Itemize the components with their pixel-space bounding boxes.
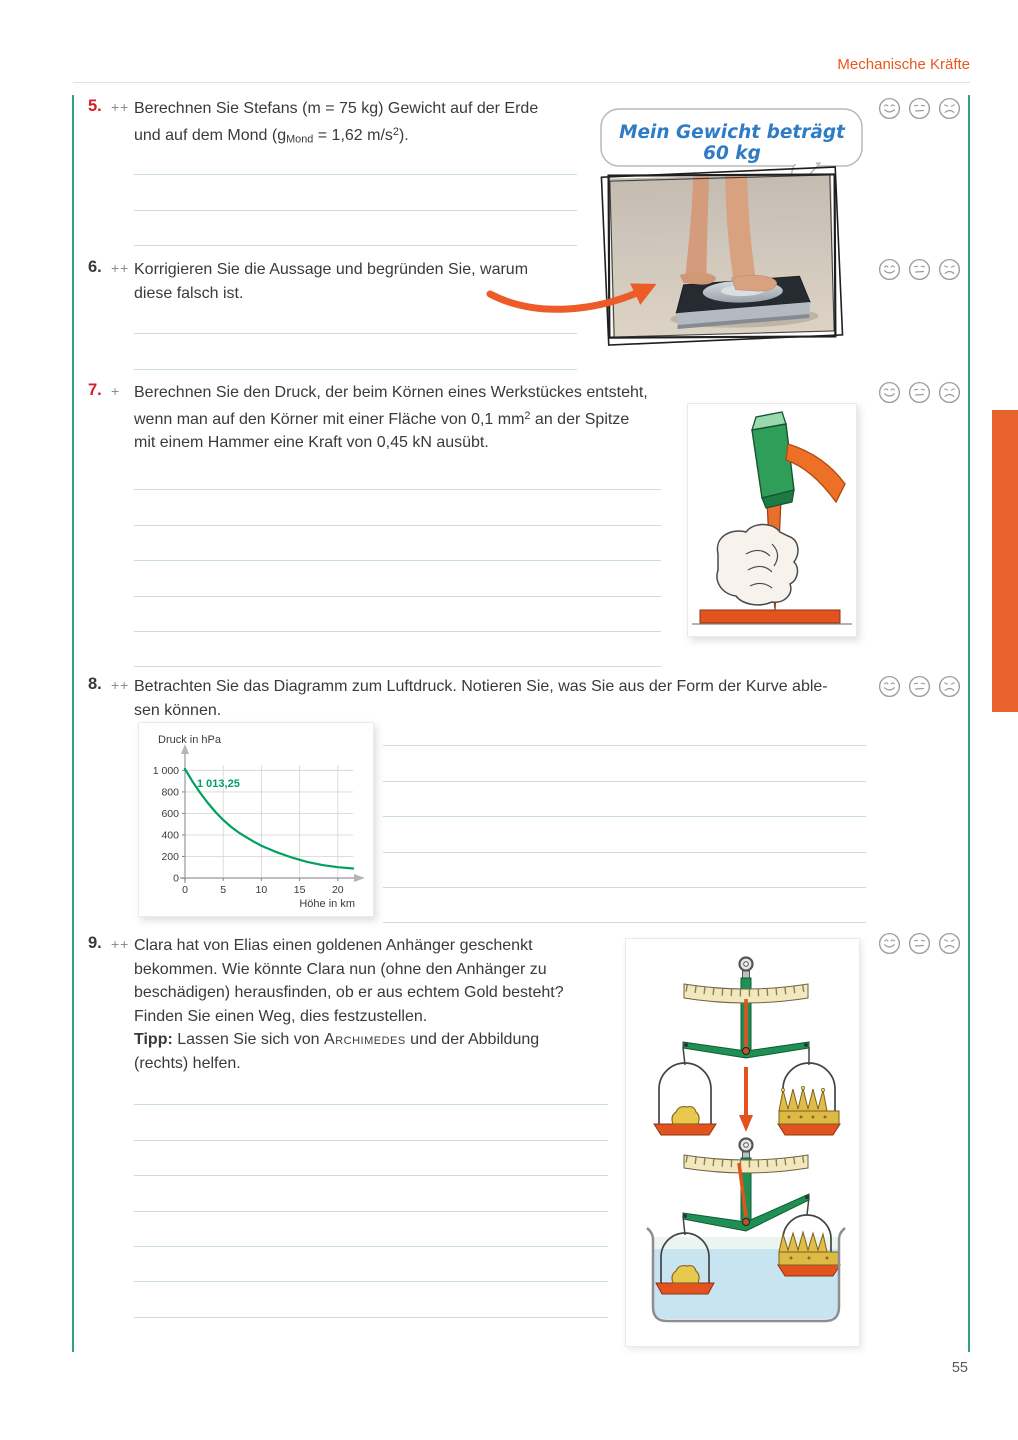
hammer-illustration (687, 403, 857, 637)
exercise-number: 6. (88, 258, 102, 276)
exercise-text: Betrachten Sie das Diagramm zum Luftdruck. Notieren Sie, was Sie aus der Form der Kurve able- sen können. (134, 678, 828, 719)
happy-face-icon (878, 675, 901, 698)
svg-text:0: 0 (182, 884, 188, 896)
answer-line (383, 888, 866, 923)
svg-text:0: 0 (173, 872, 179, 885)
rating-icons (878, 258, 961, 281)
exercise-number: 7. (88, 381, 102, 399)
answer-lines (134, 299, 577, 370)
answer-lines (134, 140, 577, 246)
svg-text:Druck in hPa: Druck in hPa (158, 734, 221, 746)
answer-line (383, 817, 866, 852)
answer-line (134, 1105, 608, 1140)
answer-line (134, 1070, 608, 1105)
happy-face-icon (878, 932, 901, 955)
answer-line (134, 455, 661, 490)
rating-icons (878, 381, 961, 404)
difficulty-marker: ++ (111, 99, 130, 115)
svg-text:15: 15 (293, 884, 306, 896)
happy-face-icon (878, 258, 901, 281)
balance-illustration (625, 938, 860, 1347)
exercise-text: Berechnen Sie Stefans (m = 75 kg) Gewicht auf der Erde und auf dem Mond ($g_{Mond} = 1,62$ $m/s^2$). (134, 100, 539, 146)
answer-lines (134, 1070, 608, 1318)
balance-in-water (647, 1139, 845, 1322)
exercise-text: Korrigieren Sie die Aussage und begründen Sie, warum diese falsch ist. (134, 261, 529, 302)
answer-line (383, 711, 866, 746)
difficulty-marker: ++ (111, 936, 130, 952)
answer-line (134, 211, 577, 246)
header-rule (73, 82, 970, 83)
sad-face-icon (938, 381, 961, 404)
answer-line (134, 1247, 608, 1282)
answer-line (134, 632, 661, 667)
svg-text:400: 400 (161, 829, 179, 842)
rating-icons (878, 97, 961, 120)
exercise-number: 8. (88, 675, 102, 693)
sad-face-icon (938, 675, 961, 698)
hammer-handle (786, 444, 845, 502)
answer-lines (134, 455, 661, 667)
answer-line (134, 597, 661, 632)
pressure-chart-svg (139, 723, 373, 916)
happy-face-icon (878, 97, 901, 120)
difficulty-marker: + (111, 383, 121, 399)
answer-line (134, 490, 661, 525)
speech-bubble-text: Mein Gewicht beträgt 60 kg (619, 122, 845, 164)
svg-text:800: 800 (161, 786, 179, 799)
sad-face-icon (938, 258, 961, 281)
difficulty-marker: ++ (111, 260, 130, 276)
crown (779, 1088, 827, 1111)
svg-text:Höhe in km: Höhe in km (299, 898, 355, 910)
svg-text:1 000: 1 000 (152, 764, 179, 777)
left-pan (654, 1124, 716, 1135)
chapter-header: Mechanische Kräfte (837, 56, 970, 73)
svg-text:20: 20 (331, 884, 344, 896)
answer-line (134, 1176, 608, 1211)
workpiece (700, 610, 840, 623)
exercise-text: Clara hat von Elias einen goldenen Anhänger geschenkt bekommen. Wie könnte Clara nun (ohne den Anhänger zu beschädigen) herausfinden, ob er aus echtem Gold besteht? Finden Sie einen Weg, dies festzustellen. Tipp: Lassen Sie sich von Archimedes und der Abbildung (rechts) helfen. (134, 937, 564, 1072)
difficulty-marker: ++ (111, 677, 130, 693)
neutral-face-icon (908, 258, 931, 281)
answer-line (134, 1141, 608, 1176)
answer-line (383, 746, 866, 781)
left-margin-rule (72, 95, 74, 1352)
rating-icons (878, 932, 961, 955)
gold-nugget (672, 1107, 699, 1124)
exercise-text: Berechnen Sie den Druck, der beim Körnen eines Werkstückes entsteht, wenn man auf den Körner mit einer Fläche von 0,1 $mm^2$ an der Spitze mit einem Hammer eine Kraft von 0,45 kN ausübt. (134, 384, 648, 451)
answer-line (134, 526, 661, 561)
hand (717, 525, 798, 605)
neutral-face-icon (908, 97, 931, 120)
answer-lines (383, 711, 866, 923)
answer-line (383, 853, 866, 888)
svg-text:600: 600 (161, 807, 179, 820)
exercise-number: 5. (88, 97, 102, 115)
neutral-face-icon (908, 381, 931, 404)
sad-face-icon (938, 97, 961, 120)
right-pan (778, 1124, 840, 1135)
neutral-face-icon (908, 932, 931, 955)
answer-line (134, 175, 577, 210)
answer-line (134, 1212, 608, 1247)
neutral-face-icon (908, 675, 931, 698)
right-foot (731, 275, 776, 292)
svg-text:200: 200 (161, 850, 179, 863)
answer-line (134, 334, 577, 369)
pressure-chart (138, 722, 374, 917)
right-margin-rule (968, 95, 970, 1352)
answer-line (134, 299, 577, 334)
answer-line (134, 1282, 608, 1317)
answer-line (134, 561, 661, 596)
answer-line (134, 140, 577, 175)
sad-face-icon (938, 932, 961, 955)
exercise-number: 9. (88, 934, 102, 952)
happy-face-icon (878, 381, 901, 404)
chapter-edge-tab (992, 410, 1018, 712)
answer-line (383, 782, 866, 817)
page-number: 55 (951, 1360, 968, 1376)
svg-text:5: 5 (220, 884, 227, 896)
svg-text:10: 10 (255, 884, 268, 896)
svg-text:1 013,25: 1 013,25 (197, 778, 240, 790)
rating-icons (878, 675, 961, 698)
